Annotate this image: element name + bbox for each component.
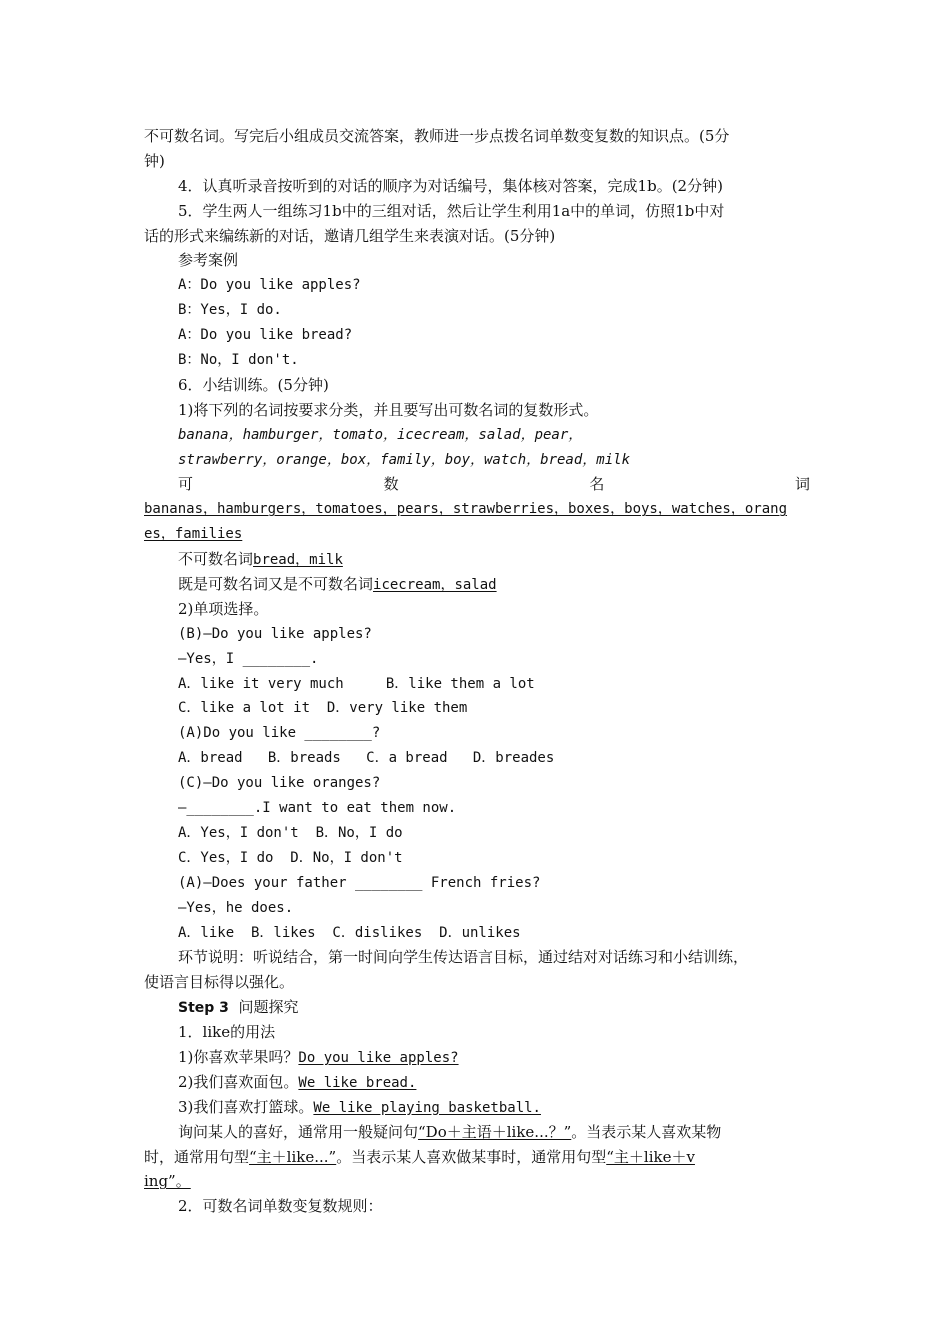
text-line: 5．学生两人一组练习1b中的三组对话，然后让学生利用1a中的单词，仿照1b中对 [178,201,725,220]
step-heading [144,995,810,1020]
heading-char: 词 [794,475,810,494]
word-list: banana，hamburger，tomato，icecream，salad，pear， [178,426,583,443]
text-line: 不可数名词。写完后小组成员交流答案，教师进一步点拨名词单数变复数的知识点。(5分 [144,127,730,145]
heading-char: 名 [589,475,605,494]
text-line: 话的形式来编练新的对话，邀请几组学生来表演对话。(5分钟) [144,226,556,245]
translation-item [144,1070,810,1095]
label: 1)你喜欢苹果吗？ [178,1047,299,1066]
mc-heading: 2)单项选择。 [178,599,269,618]
mc-line: (A)—Does your father ________ French fries? [178,874,541,891]
mc-line: (A)Do you like ________? [178,725,381,742]
answer-text: bananas，hamburgers，tomatoes，pears，strawberries，boxes，boys，watches，orang [144,501,788,518]
mc-line: (C)—Do you like oranges? [178,775,381,792]
mc-line: C．Yes，I do D．No，I don't [178,849,403,866]
paragraph-line [144,1145,810,1170]
both-line [144,572,810,597]
translation-item [144,1095,810,1120]
answer-text: es，families [144,526,243,543]
section-note: 使语言目标得以强化。 [144,973,295,992]
dialog-line: A：Do you like bread? [178,327,353,344]
text: 。当表示某人喜欢某物 [571,1122,722,1141]
answer-text: icecream，salad [373,577,497,594]
label: 2)我们喜欢面包。 [178,1072,299,1091]
paragraph-line [144,1169,810,1194]
answer-text: We like bread. [298,1074,417,1091]
text-line: 4．认真听录音按听到的对话的顺序为对话编号，集体核对答案，完成1b。(2分钟) [178,176,723,195]
heading-char: 数 [383,475,399,494]
countable-answer [144,522,810,547]
text-line: 参考案例 [178,251,239,270]
document-body [144,124,810,1219]
mc-line: A．like B．likes C．dislikes D．unlikes [178,924,521,941]
answer-text: Do you like apples? [298,1049,459,1066]
mc-line: —Yes，I ________. [178,650,319,667]
text: 询问某人的喜好，通常用一般疑问句 [178,1122,419,1141]
word-list: strawberry，orange，box，family，boy，watch，bread，milk [178,451,631,468]
countable-answer [144,497,810,522]
mc-line: C．like a lot it D．very like them [178,700,468,717]
answer-text: “主＋like＋v [606,1147,695,1166]
step-label: Step 3 [178,1000,229,1017]
dialog-line: B：Yes，I do. [178,302,282,319]
answer-text: ing”。 [144,1172,191,1191]
text: 。当表示某人喜欢做某事时，通常用句型 [336,1147,607,1166]
text-line: 钟) [144,151,165,170]
step-title: 问题探究 [238,998,299,1017]
section-note: 环节说明：听说结合，第一时间向学生传达语言目标，通过结对对话练习和小结训练， [178,948,749,967]
countable-heading [144,472,810,497]
uncountable-line [144,547,810,572]
mc-line: A．Yes，I don't B．No，I do [178,824,403,841]
text: 时，通常用句型 [144,1147,250,1166]
text-line: 1)将下列的名词按要求分类，并且要写出可数名词的复数形式。 [178,400,599,419]
label: 既是可数名词又是不可数名词 [178,575,374,594]
mc-line: —Yes，he does. [178,899,294,916]
label: 不可数名词 [178,550,254,569]
heading-char: 可 [178,475,194,494]
text-line: 1．like的用法 [178,1023,276,1042]
label: 3)我们喜欢打篮球。 [178,1097,314,1116]
text-line: 2．可数名词单数变复数规则： [178,1197,383,1216]
dialog-line: B：No，I don't. [178,352,299,369]
answer-text: bread，milk [253,552,343,569]
mc-line: —________.I want to eat them now. [178,800,457,817]
answer-text: “主＋like...” [249,1147,337,1166]
dialog-line: A：Do you like apples? [178,277,361,294]
mc-line: A．like it very much B．like them a lot [178,675,535,692]
answer-text: We like playing basketball. [313,1099,541,1116]
text-line: 6．小结训练。(5分钟) [178,375,329,394]
paragraph-line [144,1120,810,1145]
mc-line: (B)—Do you like apples? [178,625,372,642]
translation-item [144,1045,810,1070]
mc-line: A．bread B．breads C．a bread D．breades [178,750,555,767]
answer-text: “Do＋主语＋like...？” [418,1122,572,1141]
